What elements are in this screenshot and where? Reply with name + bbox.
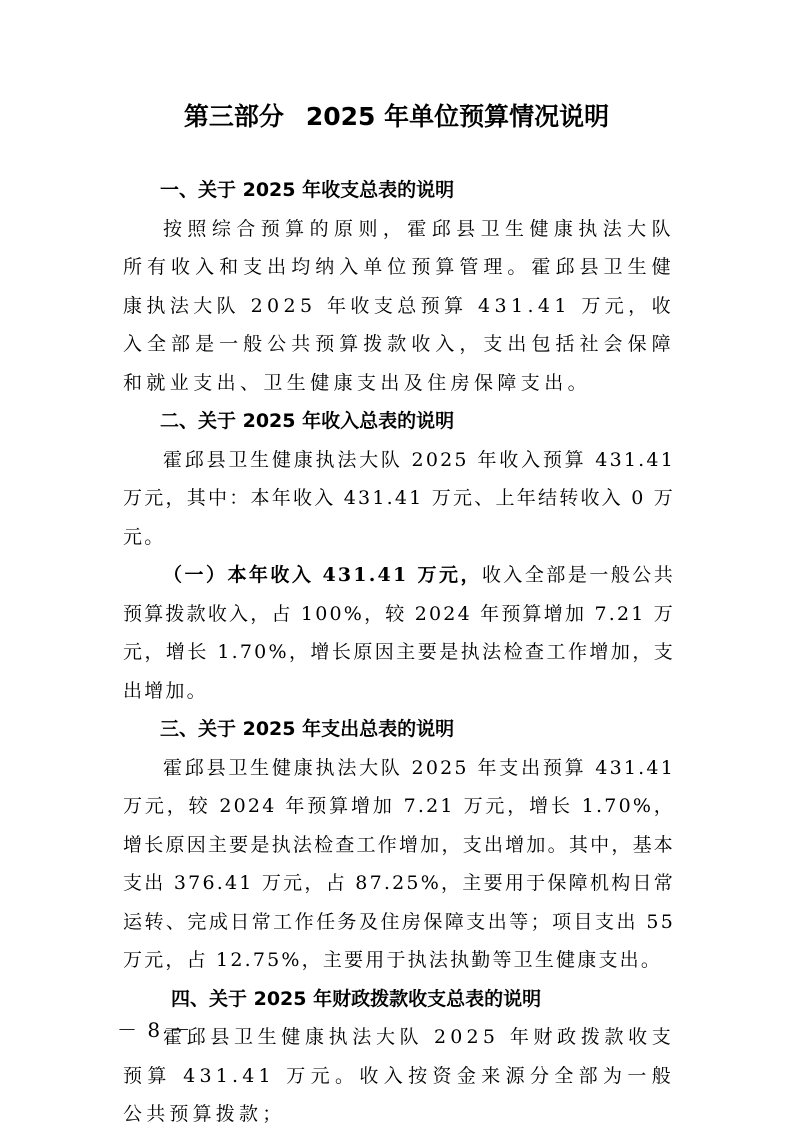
document-body: [123, 171, 675, 1134]
subsection-bold-lead: （一）本年收入 431.41 万元，: [163, 564, 482, 586]
page-number: － 8 －: [117, 1018, 193, 1042]
section-3-paragraph: 霍邱县卫生健康执法大队 2025 年支出预算 431.41 万元，较 2024 年预算增加 7.21 万元，增长 1.70%，增长原因主要是执法检查工作增加，支出增加。其中，基本支出 376.41 万元，占 87.25%，主要用于保障机构日常运转、完成日常工作任务及住房保障支出等；项目支出 55 万元，占 12.75%，主要用于执法执勤等卫生健康支出。: [123, 756, 675, 971]
section-3-heading: 三、关于 2025 年支出总表的说明: [160, 718, 455, 740]
section-2-subsection-paragraph: [123, 556, 675, 710]
title-main-text: 2025 年单位预算情况说明: [305, 102, 610, 131]
page-title: [0, 100, 793, 134]
section-1-heading: 一、关于 2025 年收支总表的说明: [160, 179, 455, 201]
section-4-paragraph: 霍邱县卫生健康执法大队 2025 年财政拨款收支预算 431.41 万元。收入按资金来源分全部为一般公共预算拨款；: [123, 1026, 675, 1125]
section-4-heading: 四、关于 2025 年财政拨款收支总表的说明: [171, 987, 542, 1010]
title-part-label: 第三部分: [183, 102, 284, 131]
section-2-paragraph: 霍邱县卫生健康执法大队 2025 年收入预算 431.41 万元，其中：本年收入 431.41 万元、上年结转收入 0 万元。: [123, 448, 675, 548]
section-2-heading: 二、关于 2025 年收入总表的说明: [160, 410, 455, 432]
subsection-text: 收入全部是一般公共预算拨款收入，占 100%，较 2024 年预算增加 7.21 万元，增长 1.70%，增长原因主要是执法检查工作增加，支出增加。: [123, 564, 675, 702]
section-1-paragraph: 按照综合预算的原则，霍邱县卫生健康执法大队所有收入和支出均纳入单位预算管理。霍邱县卫生健康执法大队 2025 年收支总预算 431.41 万元，收入全部是一般公共预算拨款收入，支出包括社会保障和就业支出、卫生健康支出及住房保障支出。: [123, 217, 675, 394]
